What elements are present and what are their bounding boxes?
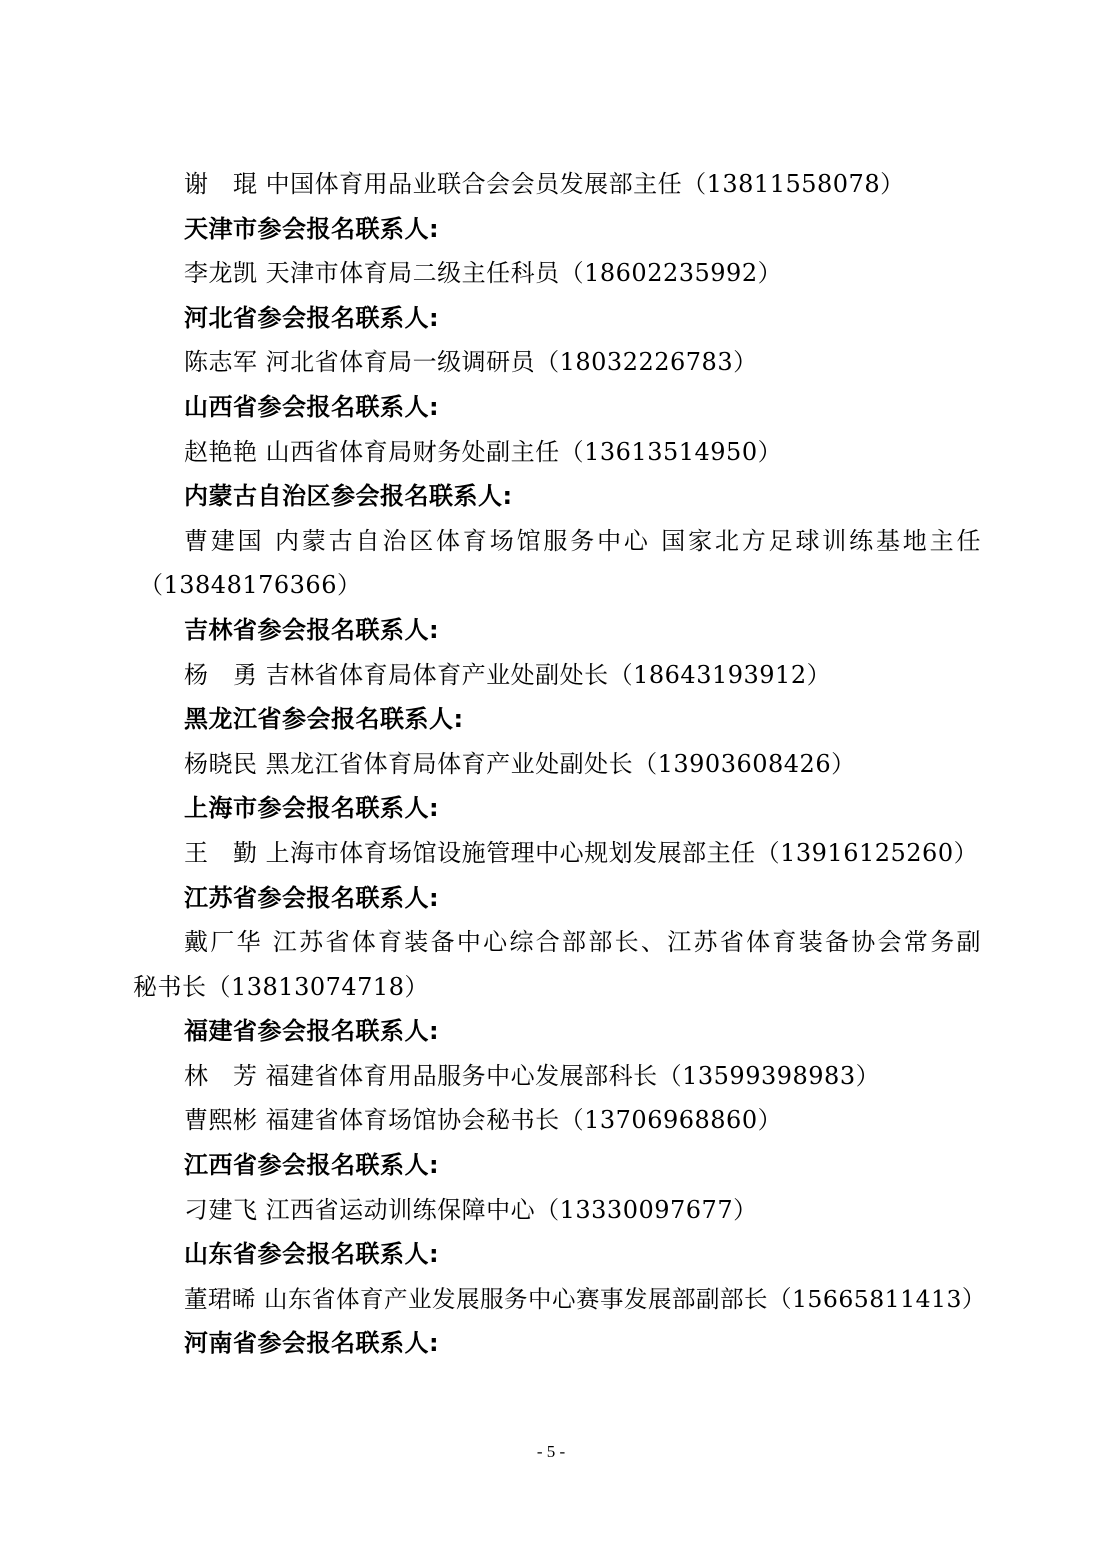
contact-entry: 谢 琨 中国体育用品业联合会会员发展部主任（13811558078）	[184, 170, 905, 198]
section-heading-henan: 河南省参会报名联系人:	[184, 1329, 440, 1358]
section-heading-hebei: 河北省参会报名联系人:	[184, 303, 440, 332]
page-number: - 5 -	[536, 1442, 566, 1461]
contact-entry: 戴厂华 江苏省体育装备中心综合部部长、江苏省体育装备协会常务副	[184, 928, 981, 957]
section-heading-fujian: 福建省参会报名联系人:	[184, 1017, 440, 1046]
section-heading-shanxi: 山西省参会报名联系人:	[184, 392, 440, 421]
contact-entry: 杨 勇 吉林省体育局体育产业处副处长（18643193912）	[184, 660, 832, 689]
contact-entry: 杨晓民 黑龙江省体育局体育产业处副处长（13903608426）	[184, 749, 856, 778]
contact-entry: 曹建国 内蒙古自治区体育场馆服务中心 国家北方足球训练基地主任	[184, 526, 981, 555]
contact-entry: 林 芳 福建省体育用品服务中心发展部科长（13599398983）	[184, 1061, 881, 1090]
section-heading-jiangsu: 江苏省参会报名联系人:	[184, 883, 440, 912]
section-heading-inner-mongolia: 内蒙古自治区参会报名联系人:	[184, 482, 513, 511]
contact-entry: 李龙凯 天津市体育局二级主任科员（18602235992）	[184, 259, 783, 288]
contact-entry-continuation: （13848176366）	[139, 571, 362, 600]
section-heading-shandong: 山东省参会报名联系人:	[184, 1240, 440, 1269]
section-heading-jilin: 吉林省参会报名联系人:	[184, 615, 440, 644]
contact-entry: 赵艳艳 山西省体育局财务处副主任（13613514950）	[184, 437, 783, 466]
contact-entry: 董珺晞 山东省体育产业发展服务中心赛事发展部副部长（15665811413）	[184, 1284, 986, 1313]
section-heading-jiangxi: 江西省参会报名联系人:	[184, 1151, 440, 1180]
section-heading-shanghai: 上海市参会报名联系人:	[184, 794, 440, 823]
contact-entry: 曹熙彬 福建省体育场馆协会秘书长（13706968860）	[184, 1106, 783, 1135]
contact-entry: 刁建飞 江西省运动训练保障中心（13330097677）	[184, 1195, 758, 1224]
contact-entry: 陈志军 河北省体育局一级调研员（18032226783）	[184, 348, 758, 377]
contact-entry: 王 勤 上海市体育场馆设施管理中心规划发展部主任（13916125260）	[184, 838, 979, 867]
section-heading-heilongjiang: 黑龙江省参会报名联系人:	[184, 705, 464, 734]
contact-list	[133, 162, 993, 1366]
contact-entry-continuation: 秘书长（13813074718）	[133, 972, 429, 1001]
section-heading-tianjin: 天津市参会报名联系人:	[184, 214, 440, 243]
